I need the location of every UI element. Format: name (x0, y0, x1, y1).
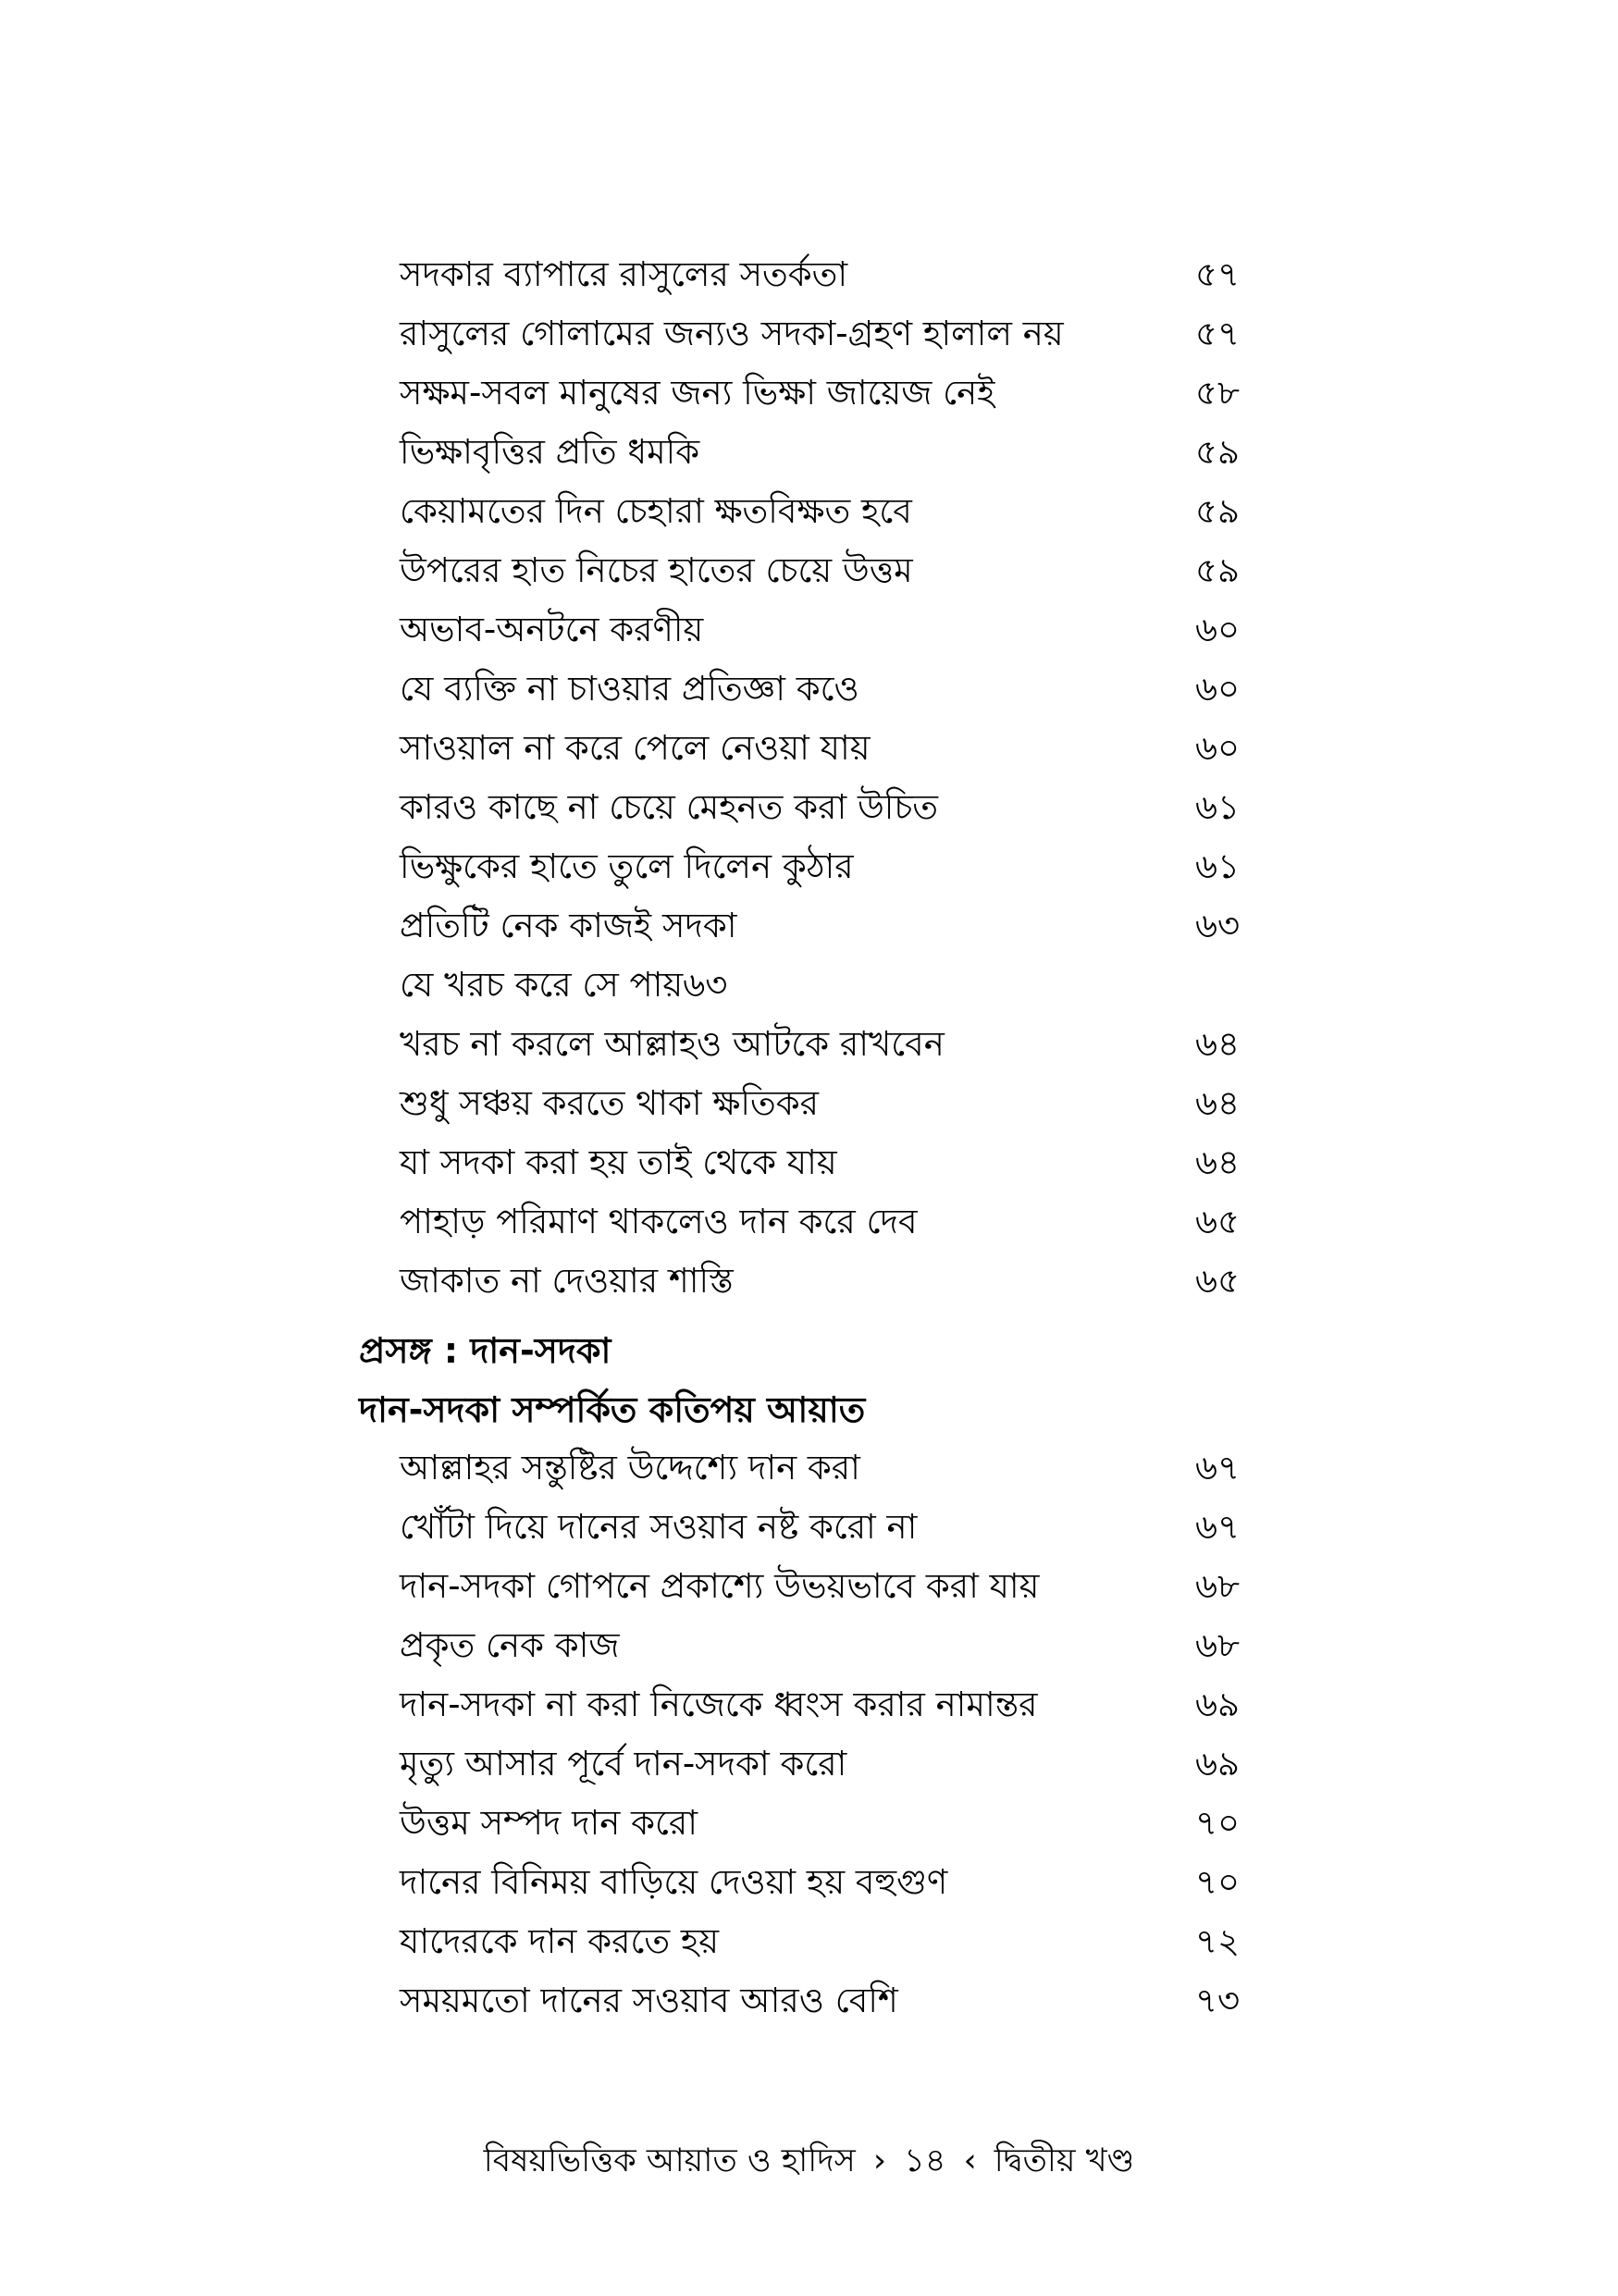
toc-entry-title: সদকার ব্যাপারে রাসুলের সতর্কতা (400, 254, 848, 294)
toc-entry-page: ৭৩ (1195, 1981, 1241, 2020)
toc-entry-title: কারও কাছে না চেয়ে মেহনত করা উচিত (400, 787, 939, 827)
toc-entry-page: ৬০ (1195, 728, 1241, 768)
footer-book-title: বিষয়ভিত্তিক আয়াত ও হাদিস (483, 2142, 856, 2179)
toc-entry (400, 1734, 1269, 1794)
page-footer (0, 2135, 1618, 2187)
toc-section-two (400, 1438, 1269, 2031)
toc-section-one (400, 245, 1269, 1311)
toc-entry-title: জাকাত না দেওয়ার শাস্তি (400, 1261, 734, 1301)
toc-entry-title: যে খরচ করে সে পায়৬৩ (400, 965, 728, 1005)
toc-entry-title: ভিক্ষুকের হাতে তুলে দিলেন কুঠার (400, 846, 854, 886)
toc-entry-page: ৬০ (1195, 610, 1241, 649)
footer-page-number: ১৪ (904, 2142, 946, 2179)
toc-entry-page: ৬৯ (1195, 1744, 1241, 1784)
toc-entry-page: ৫৮ (1195, 373, 1241, 413)
toc-entry (400, 1853, 1269, 1912)
toc-entry (400, 423, 1269, 482)
toc-entry-title: রাসুলের গোলামের জন্যও সদকা-গ্রহণ হালাল নয় (400, 314, 1064, 353)
toc-entry (400, 1616, 1269, 1675)
toc-entry (400, 1438, 1269, 1498)
toc-entry (400, 956, 1269, 1015)
toc-entry-page: ৬৭ (1195, 1448, 1241, 1487)
toc-entry (400, 364, 1269, 423)
toc-entry (400, 719, 1269, 778)
toc-entry-page: ৬৪ (1195, 1024, 1241, 1064)
toc-entry (400, 1252, 1269, 1311)
toc-entry-page: ৫৭ (1195, 314, 1241, 353)
toc-entry-page: ৬৪ (1195, 1083, 1241, 1123)
toc-entry-page: ৬৮ (1195, 1625, 1241, 1665)
toc-entry-page: ৬১ (1195, 846, 1241, 886)
toc-entry-page: ৬৪ (1195, 1142, 1241, 1182)
toc-entry-title: দান-সদকা না করা নিজেকে ধ্বংস করার নামান্তর (400, 1685, 1038, 1724)
toc-entry (400, 304, 1269, 364)
toc-entry-title: সক্ষম-সবল মানুষের জন্য ভিক্ষা জায়েজ নেই (400, 373, 995, 413)
toc-entry-title: উত্তম সম্পদ দান করো (400, 1803, 698, 1843)
topic-heading: প্রসঙ্গ : দান-সদকা (359, 1330, 611, 1371)
toc-entry-title: প্রকৃত নেক কাজ (400, 1625, 620, 1665)
toc-entry (400, 1498, 1269, 1557)
toc-entry-page: ৬৯ (1195, 1685, 1241, 1724)
toc-entry-title: খোঁটা দিয়ে দানের সওয়াব নষ্ট করো না (400, 1507, 918, 1547)
toc-entry-title: সময়মতো দানের সওয়াব আরও বেশি (400, 1981, 898, 2020)
toc-entry-title: কেয়ামতের দিন চেহারা ক্ষতবিক্ষত হবে (400, 491, 912, 531)
toc-entry (400, 778, 1269, 837)
toc-entry-page: ৬৫ (1195, 1202, 1241, 1241)
toc-entry-page: ৫৯ (1195, 550, 1241, 590)
toc-entry-page: ৬১ (1195, 787, 1241, 827)
toc-entry (400, 1675, 1269, 1734)
toc-entry-title: দান-সদকা গোপনে প্রকাশ্যে উভয়ভাবে করা যায় (400, 1566, 1040, 1606)
toc-entry-title: অভাব-অনটনে করণীয় (400, 610, 704, 649)
toc-entry (400, 1015, 1269, 1074)
toc-entry-title: সাওয়াল না করে পেলে নেওয়া যায় (400, 728, 871, 768)
toc-entry (400, 1074, 1269, 1133)
toc-entry (400, 837, 1269, 896)
toc-entry (400, 1912, 1269, 1971)
toc-entry-title: যাদেরকে দান করতে হয় (400, 1921, 720, 1961)
toc-entry-page: ৬৩ (1195, 906, 1241, 945)
toc-entry-title: আল্লাহর সন্তুষ্টির উদ্দেশ্যে দান করা (400, 1448, 860, 1487)
toc-entry (400, 245, 1269, 304)
toc-entry (400, 1192, 1269, 1252)
toc-entry-page: ৫৯ (1195, 491, 1241, 531)
toc-entry-page: ৫৭ (1195, 254, 1241, 294)
toc-entry (400, 541, 1269, 600)
footer-volume: দ্বিতীয় খণ্ড (994, 2142, 1135, 2179)
toc-entry-page: ৬০ (1195, 669, 1241, 709)
footer-separator-right: ‹ (963, 2142, 977, 2179)
toc-entry-page: ৬৫ (1195, 1261, 1241, 1301)
toc-entry-title: যা সদকা করা হয় তাই থেকে যায় (400, 1142, 837, 1182)
toc-entry-title: মৃত্যু আসার পূর্বে দান-সদকা করো (400, 1744, 847, 1784)
toc-entry-title: শুধু সঞ্চয় করতে থাকা ক্ষতিকর (400, 1083, 819, 1123)
toc-entry-page: ৬৮ (1195, 1566, 1241, 1606)
toc-entry (400, 1133, 1269, 1192)
toc-entry (400, 1557, 1269, 1616)
sub-heading: দান-সদকা সম্পর্কিত কতিপয় আয়াত (359, 1389, 866, 1430)
footer-separator-left: › (872, 2142, 886, 2179)
toc-entry-title: দানের বিনিময় বাড়িয়ে দেওয়া হয় বহুগুণ (400, 1862, 948, 1902)
toc-entry (400, 482, 1269, 541)
toc-entry-title: ভিক্ষাবৃত্তির প্রতি ধমকি (400, 432, 700, 472)
toc-entry (400, 660, 1269, 719)
toc-entry-page: ৭০ (1195, 1862, 1241, 1902)
toc-entry-title: প্রতিটি নেক কাজই সদকা (400, 906, 737, 945)
toc-entry-page: ৭০ (1195, 1803, 1241, 1843)
toc-entry-title: খরচ না করলে আল্লাহও আটকে রাখবেন (400, 1024, 945, 1064)
toc-entry-page: ৭২ (1195, 1921, 1241, 1961)
toc-entry (400, 1794, 1269, 1853)
toc-entry-page: ৫৯ (1195, 432, 1241, 472)
toc-entry-title: পাহাড় পরিমাণ থাকলেও দান করে দেব (400, 1202, 918, 1241)
toc-entry-title: যে ব্যক্তি না চাওয়ার প্রতিজ্ঞা কওে (400, 669, 859, 709)
toc-entry (400, 1971, 1269, 2031)
toc-entry (400, 600, 1269, 660)
toc-entry-page: ৬৭ (1195, 1507, 1241, 1547)
toc-entry-title: উপরের হাত নিচের হাতের চেয়ে উত্তম (400, 550, 913, 590)
toc-entry (400, 896, 1269, 956)
